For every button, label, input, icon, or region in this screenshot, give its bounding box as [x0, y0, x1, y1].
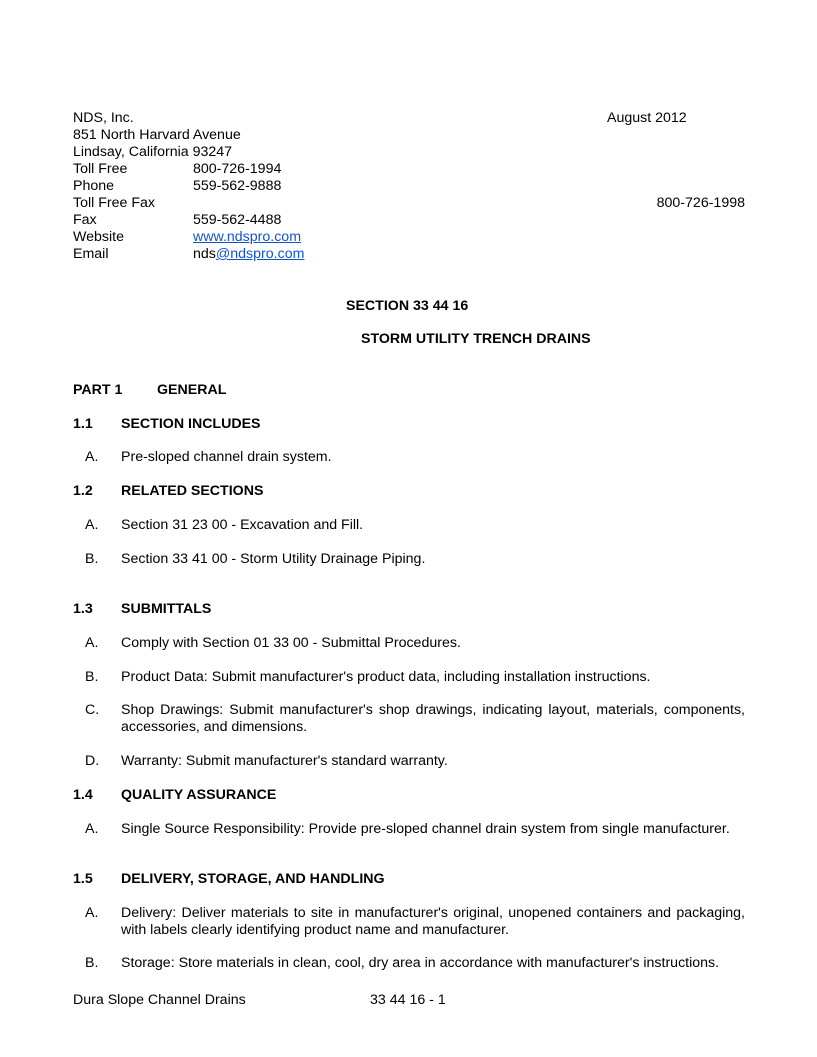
contact-value-phone: 559-562-9888: [193, 178, 282, 194]
item-letter: A.: [85, 905, 99, 921]
part-title: GENERAL: [157, 382, 227, 398]
article-title: QUALITY ASSURANCE: [121, 787, 277, 803]
article-title: SECTION INCLUDES: [121, 416, 261, 432]
article-title: SUBMITTALS: [121, 601, 212, 617]
item-text: Delivery: Deliver materials to site in manufacturer's original, unopened containers and packaging, with labels clearly identifying product name and manufacturer.: [121, 905, 745, 938]
item-letter: B.: [85, 955, 99, 971]
contact-label-website: Website: [73, 229, 124, 245]
item-text: Shop Drawings: Submit manufacturer's shop drawings, indicating layout, materials, components, accessories, and dimensions.: [121, 702, 745, 735]
email-prefix: nds: [193, 246, 216, 262]
article-number: 1.4: [73, 787, 93, 803]
section-number: SECTION 33 44 16: [346, 298, 469, 314]
email-link[interactable]: @ndspro.com: [215, 246, 305, 262]
item-text: Pre-sloped channel drain system.: [121, 449, 332, 465]
section-title: STORM UTILITY TRENCH DRAINS: [361, 331, 591, 347]
item-text: Single Source Responsibility: Provide pre-sloped channel drain system from single manufacturer.: [121, 821, 730, 837]
contact-value-toll-free: 800-726-1994: [193, 161, 282, 177]
contact-label-toll-free-fax: Toll Free Fax: [73, 195, 155, 211]
article-title: DELIVERY, STORAGE, AND HANDLING: [121, 871, 385, 887]
item-text: Storage: Store materials in clean, cool, dry area in accordance with manufacturer's instructions.: [121, 955, 720, 971]
article-number: 1.5: [73, 871, 93, 887]
item-letter: A.: [85, 517, 99, 533]
article-number: 1.1: [73, 416, 93, 432]
part-number: PART 1: [73, 382, 123, 398]
address-line-1: 851 North Harvard Avenue: [73, 127, 241, 143]
address-line-2: Lindsay, California 93247: [73, 144, 233, 160]
item-letter: B.: [85, 669, 99, 685]
item-letter: D.: [85, 753, 100, 769]
item-letter: A.: [85, 449, 99, 465]
email-contact: [193, 246, 304, 263]
contact-value-toll-free-fax: 800-726-1998: [656, 195, 745, 211]
item-text: Product Data: Submit manufacturer's product data, including installation instructions.: [121, 669, 651, 685]
contact-value-fax: 559-562-4488: [193, 212, 282, 228]
footer-page-number: 33 44 16 - 1: [370, 992, 446, 1008]
contact-label-phone: Phone: [73, 178, 115, 194]
website-link[interactable]: www.ndspro.com: [193, 229, 302, 245]
item-text: Warranty: Submit manufacturer's standard warranty.: [121, 753, 448, 769]
contact-label-toll-free: Toll Free: [73, 161, 128, 177]
document-date: August 2012: [607, 110, 687, 126]
article-number: 1.3: [73, 601, 93, 617]
contact-label-fax: Fax: [73, 212, 97, 228]
company-name: NDS, Inc.: [73, 110, 134, 126]
item-letter: C.: [85, 702, 100, 718]
item-letter: A.: [85, 821, 99, 837]
item-text: Comply with Section 01 33 00 - Submittal Procedures.: [121, 635, 461, 651]
footer-product-name: Dura Slope Channel Drains: [73, 992, 246, 1008]
contact-label-email: Email: [73, 246, 109, 262]
item-text: Section 31 23 00 - Excavation and Fill.: [121, 517, 364, 533]
article-number: 1.2: [73, 483, 93, 499]
item-text: Section 33 41 00 - Storm Utility Drainage Piping.: [121, 551, 426, 567]
article-title: RELATED SECTIONS: [121, 483, 264, 499]
item-letter: B.: [85, 551, 99, 567]
item-letter: A.: [85, 635, 99, 651]
